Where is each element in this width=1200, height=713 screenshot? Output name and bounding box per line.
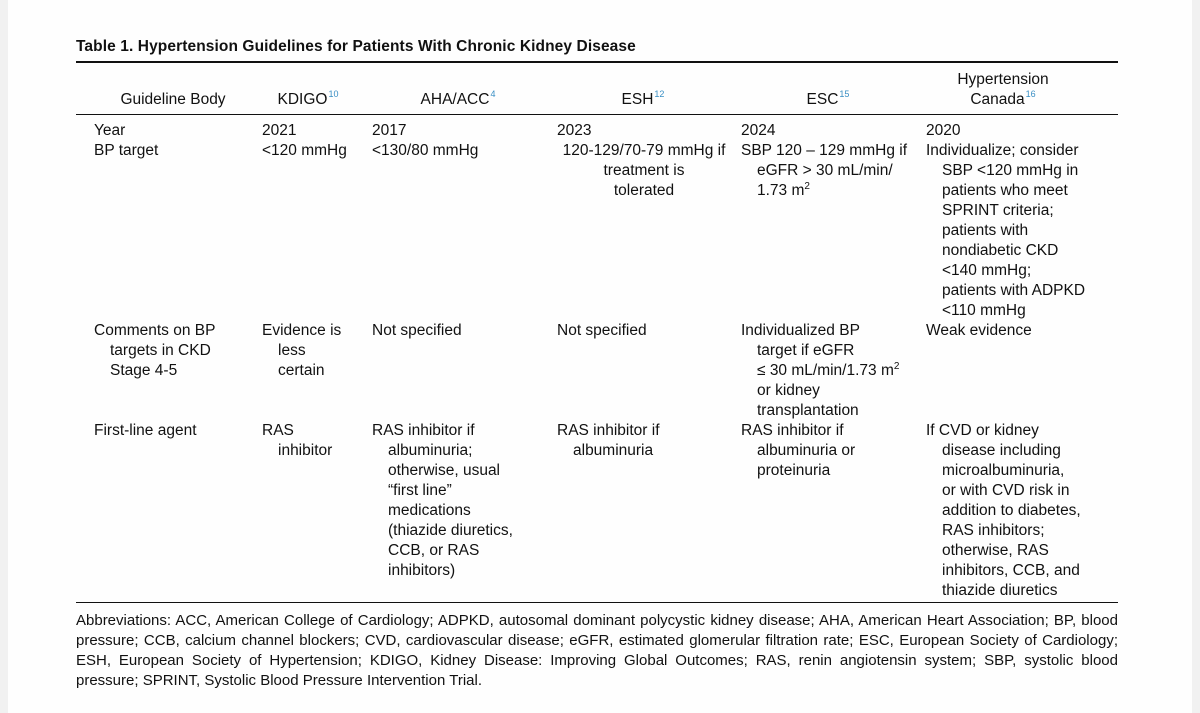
- bp-target-esh-line: 120-129/70-79 mmHg if: [562, 142, 726, 159]
- first-line-aha-line: medications: [388, 502, 471, 519]
- header-hypertension-canada: [938, 70, 1068, 110]
- first-line-hc-line: addition to diabetes,: [942, 502, 1081, 519]
- header-hc-line1: Hypertension: [957, 71, 1049, 88]
- row-bp-target-esc: [741, 141, 907, 201]
- header-aha-text: AHA/ACC: [420, 91, 490, 108]
- header-esc-text: ESC: [806, 91, 839, 108]
- row-bp-target-aha: <130/80 mmHg: [372, 142, 479, 159]
- header-esh-text: ESH: [621, 91, 654, 108]
- first-line-hc-line: RAS inhibitors;: [942, 522, 1045, 539]
- first-line-hc-line: or with CVD risk in: [942, 482, 1070, 499]
- first-line-aha-line: RAS inhibitor if: [372, 422, 475, 439]
- header-kdigo-text: KDIGO: [277, 91, 328, 108]
- first-line-aha-line: inhibitors): [388, 562, 456, 579]
- first-line-hc-line: If CVD or kidney: [926, 422, 1039, 439]
- comments-esc-superscript: 2: [893, 361, 900, 372]
- row-year-label: Year: [94, 122, 126, 139]
- comments-esc-line: ≤ 30 mL/min/1.73 m: [757, 362, 894, 379]
- row-first-line-esh: [557, 421, 660, 461]
- header-kdigo-ref: 10: [328, 89, 339, 99]
- first-line-hc-line: inhibitors, CCB, and: [942, 562, 1080, 579]
- bp-target-esc-line: SBP 120 – 129 mmHg if: [741, 142, 907, 159]
- row-first-line-kdigo: [262, 421, 332, 461]
- table-title: Table 1. Hypertension Guidelines for Patients With Chronic Kidney Disease: [76, 38, 636, 55]
- bottom-rule: [76, 602, 1118, 603]
- first-line-esc-line: proteinuria: [757, 462, 831, 479]
- header-aha-ref: 4: [490, 89, 496, 99]
- first-line-esh-line: RAS inhibitor if: [557, 422, 660, 439]
- bp-target-esc-superscript: 2: [804, 181, 810, 192]
- row-year-hc: 2020: [926, 122, 961, 139]
- comments-kdigo-line: Evidence is: [262, 322, 342, 339]
- row-year-kdigo: 2021: [262, 122, 297, 139]
- header-esh: [603, 90, 683, 110]
- bp-target-hc-line: patients who meet: [942, 182, 1068, 199]
- comments-kdigo-line: certain: [278, 362, 325, 379]
- bp-target-hc-line: Individualize; consider: [926, 142, 1079, 159]
- row-first-line-label: First-line agent: [94, 422, 197, 439]
- row-bp-target-label: BP target: [94, 142, 159, 159]
- comments-esc-line: or kidney: [757, 382, 820, 399]
- header-guideline-body: [108, 90, 238, 110]
- bp-target-hc-line: patients with ADPKD: [942, 282, 1086, 299]
- document-page: [8, 0, 1192, 713]
- row-comments-kdigo: [262, 321, 341, 381]
- bp-target-hc-line: SBP <120 mmHg in: [942, 162, 1079, 179]
- first-line-hc-line: disease including: [942, 442, 1061, 459]
- header-esc-ref: 15: [839, 89, 850, 99]
- header-hc-ref: 16: [1025, 89, 1036, 99]
- comments-esc-line: transplantation: [757, 402, 859, 419]
- first-line-hc-line: thiazide diuretics: [942, 582, 1058, 599]
- header-esh-ref: 12: [654, 89, 665, 99]
- first-line-hc-line: microalbuminuria,: [942, 462, 1065, 479]
- bp-target-esh-line: treatment is: [603, 162, 685, 179]
- comments-esc-line: target if eGFR: [757, 342, 855, 359]
- first-line-kdigo-line: inhibitor: [278, 442, 333, 459]
- bp-target-esc-line: eGFR > 30 mL/min/: [757, 162, 893, 179]
- row-first-line-aha: [372, 421, 513, 581]
- bp-target-hc-line: SPRINT criteria;: [942, 202, 1054, 219]
- header-kdigo: [263, 90, 353, 110]
- row-bp-target-kdigo: <120 mmHg: [262, 142, 347, 159]
- bp-target-hc-line: <110 mmHg: [942, 302, 1026, 319]
- row-bp-target-hc: [926, 141, 1085, 321]
- row-bp-target-esh: [557, 141, 731, 201]
- comments-label-line: Comments on BP: [94, 322, 216, 339]
- comments-label-line: targets in CKD: [110, 342, 211, 359]
- comments-esc-line: Individualized BP: [741, 322, 860, 339]
- first-line-esc-line: RAS inhibitor if: [741, 422, 844, 439]
- row-year-aha: 2017: [372, 122, 407, 139]
- abbreviations-footnote: Abbreviations: ACC, American College of Cardiology; ADPKD, autosomal dominant polycystic kidney disease; AHA, American Heart Association; BP, blood pressure; CCB, calcium channel blockers; CVD, cardiovascular disease; eGFR, estimated glomerular filtration rate; ESC, European Society of Cardiology; ESH, European Society of Hypertension; KDIGO, Kidney Disease: Improving Global Outcomes; RAS, renin angiotensin system; SBP, systolic blood pressure; SPRINT, Systolic Blood Pressure Intervention Trial.: [76, 612, 1118, 689]
- first-line-kdigo-line: RAS: [262, 422, 294, 439]
- first-line-esh-line: albuminuria: [573, 442, 654, 459]
- header-aha-acc: [408, 90, 508, 110]
- first-line-aha-line: otherwise, usual: [388, 462, 501, 479]
- header-rule: [76, 114, 1118, 115]
- row-comments-esh: Not specified: [557, 322, 647, 339]
- bp-target-hc-line: patients with: [942, 222, 1029, 239]
- bp-target-esh-line: tolerated: [613, 182, 675, 199]
- bp-target-hc-line: nondiabetic CKD: [942, 242, 1059, 259]
- first-line-aha-line: (thiazide diuretics,: [388, 522, 513, 539]
- first-line-aha-line: CCB, or RAS: [388, 542, 480, 559]
- row-comments-esc: [741, 321, 899, 421]
- bp-target-hc-line: <140 mmHg;: [942, 262, 1032, 279]
- first-line-hc-line: otherwise, RAS: [942, 542, 1049, 559]
- bp-target-esc-line: 1.73 m: [757, 182, 805, 199]
- header-hc-line2: Canada: [970, 91, 1025, 108]
- comments-kdigo-line: less: [278, 342, 306, 359]
- row-first-line-esc: [741, 421, 855, 481]
- row-year-esh: 2023: [557, 122, 592, 139]
- comments-label-line: Stage 4-5: [110, 362, 178, 379]
- top-rule: [76, 61, 1118, 63]
- header-esc: [788, 90, 868, 110]
- first-line-aha-line: “first line”: [388, 482, 452, 499]
- row-first-line-hc: [926, 421, 1081, 601]
- row-year-esc: 2024: [741, 122, 776, 139]
- row-comments-label: [94, 321, 215, 381]
- header-guideline-body-text: Guideline Body: [120, 91, 226, 108]
- first-line-aha-line: albuminuria;: [388, 442, 473, 459]
- row-comments-hc: Weak evidence: [926, 322, 1032, 339]
- row-comments-aha: Not specified: [372, 322, 462, 339]
- first-line-esc-line: albuminuria or: [757, 442, 856, 459]
